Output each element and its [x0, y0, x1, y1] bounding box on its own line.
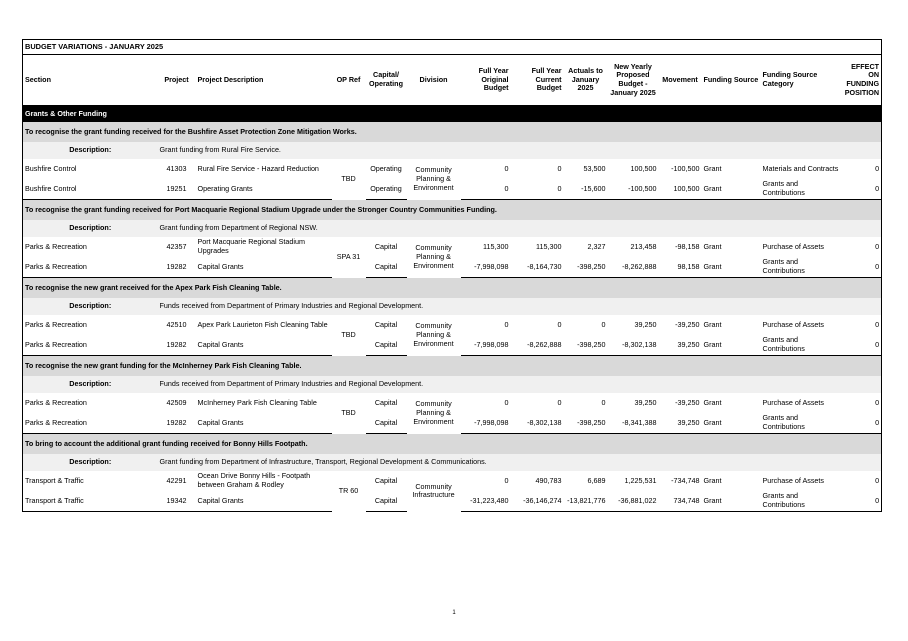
cell-project: 19282 — [158, 257, 196, 278]
cell-funding-category: Grants and Contributions — [761, 257, 842, 278]
cell-effect: 0 — [842, 335, 882, 356]
description-label: Description: — [23, 454, 158, 471]
cell-original: 0 — [504, 319, 509, 329]
cell-type: Capital — [374, 397, 398, 407]
cell-type: Capital — [366, 413, 407, 434]
cell-funding-source: Grant — [703, 397, 722, 407]
header-project: Project — [158, 55, 196, 106]
description-label: Description: — [23, 376, 158, 393]
cell-movement: -39,250 — [675, 319, 700, 329]
group-purpose: To recognise the grant funding received for the Bushfire Asset Protection Zone Mitigation Works. — [23, 122, 882, 142]
cell-proposed: 1,225,531 — [624, 475, 657, 485]
cell-op-ref: TBD — [341, 173, 356, 183]
cell-type: Capital — [374, 475, 398, 485]
cell-proposed: 39,250 — [634, 319, 657, 329]
group-description: Grant funding from Department of Infrastructure, Transport, Regional Development & Communications. — [158, 454, 882, 471]
cell-division: Community Planning & Environment — [413, 399, 454, 426]
cell-funding-category: Grants and Contributions — [761, 179, 842, 200]
cell-section: Bushfire Control — [23, 179, 158, 200]
cell-movement: 39,250 — [659, 413, 702, 434]
cell-project: 19342 — [158, 491, 196, 512]
group-purpose: To recognise the new grant received for the Apex Park Fish Cleaning Table. — [23, 278, 882, 299]
cell-division: Community Planning & Environment — [413, 243, 454, 270]
cell-effect: 0 — [842, 179, 882, 200]
group-description: Grant funding from Rural Fire Service. — [158, 142, 882, 159]
cell-original: 0 — [504, 475, 509, 485]
cell-description: Port Macquarie Regional Stadium Upgrades — [197, 237, 305, 255]
cell-op-ref: SPA 31 — [336, 251, 361, 261]
cell-division: Community Planning & Environment — [413, 165, 454, 192]
header-section: Section — [23, 55, 158, 106]
cell-section: Bushfire Control — [25, 163, 77, 173]
group-description: Funds received from Department of Primary Industries and Regional Development. — [158, 298, 882, 315]
cell-op-ref: TBD — [341, 329, 356, 339]
cell-current: 0 — [557, 319, 562, 329]
cell-section: Parks & Recreation — [23, 413, 158, 434]
cell-movement: 39,250 — [659, 335, 702, 356]
cell-funding-category: Purchase of Assets — [762, 397, 825, 407]
cell-actuals: 2,327 — [587, 241, 606, 251]
cell-op-ref: TR 60 — [338, 485, 359, 495]
cell-division: Community Planning & Environment — [413, 321, 454, 348]
cell-section: Parks & Recreation — [23, 335, 158, 356]
cell-effect: 0 — [842, 257, 882, 278]
report-title: BUDGET VARIATIONS - JANUARY 2025 — [23, 40, 882, 55]
budget-variations-table — [22, 39, 882, 512]
group-purpose: To recognise the new grant funding for the McInherney Park Fish Cleaning Table. — [23, 356, 882, 377]
header-new-yearly-budget: New Yearly Proposed Budget - January 2025 — [608, 55, 659, 106]
cell-movement: -734,748 — [671, 475, 700, 485]
cell-effect: 0 — [875, 397, 880, 407]
cell-proposed: -8,341,388 — [608, 413, 659, 434]
cell-funding-source: Grant — [702, 491, 761, 512]
group-purpose: To bring to account the additional grant funding received for Bonny Hills Footpath. — [23, 434, 882, 455]
cell-funding-source: Grant — [703, 163, 722, 173]
cell-actuals: -398,250 — [564, 335, 608, 356]
cell-description: Ocean Drive Bonny Hills - Footpath between Graham & Rodley — [197, 471, 311, 489]
cell-type: Operating — [366, 179, 407, 200]
cell-current: -8,164,730 — [511, 257, 564, 278]
cell-original: -7,998,098 — [461, 413, 511, 434]
header-funding-category: Funding Source Category — [761, 55, 842, 106]
cell-actuals: -13,821,776 — [564, 491, 608, 512]
cell-project: 19282 — [158, 413, 196, 434]
cell-funding-category: Purchase of Assets — [762, 241, 825, 251]
cell-funding-source: Grant — [702, 413, 761, 434]
cell-current: 115,300 — [536, 241, 562, 251]
cell-original: -7,998,098 — [461, 257, 511, 278]
cell-current: -8,302,138 — [511, 413, 564, 434]
cell-type: Capital — [374, 319, 398, 329]
cell-funding-source: Grant — [703, 319, 722, 329]
cell-funding-category: Materials and Contracts — [762, 163, 839, 173]
header-capital-operating: Capital/ Operating — [366, 55, 407, 106]
group-purpose: To recognise the grant funding received for Port Macquarie Regional Stadium Upgrade under the Stronger Country Communities Funding. — [23, 200, 882, 221]
cell-effect: 0 — [875, 241, 880, 251]
page-number: 1 — [452, 610, 456, 616]
cell-actuals: -15,600 — [564, 179, 608, 200]
header-division: Division — [407, 55, 461, 106]
cell-original: 0 — [504, 397, 509, 407]
cell-actuals: 6,689 — [587, 475, 606, 485]
cell-actuals: -398,250 — [564, 413, 608, 434]
cell-section: Transport & Traffic — [25, 475, 84, 485]
header-full-year-original: Full Year Original Budget — [461, 55, 511, 106]
cell-movement: 98,158 — [659, 257, 702, 278]
cell-description: Capital Grants — [196, 335, 332, 356]
cell-effect: 0 — [875, 475, 880, 485]
cell-movement: -39,250 — [675, 397, 700, 407]
cell-type: Operating — [370, 163, 402, 173]
header-funding-source: Funding Source — [702, 55, 761, 106]
cell-actuals: -398,250 — [564, 257, 608, 278]
cell-current: -8,262,888 — [511, 335, 564, 356]
cell-funding-category: Purchase of Assets — [762, 475, 825, 485]
cell-funding-category: Grants and Contributions — [761, 335, 842, 356]
cell-section: Parks & Recreation — [25, 319, 87, 329]
cell-section: Parks & Recreation — [23, 257, 158, 278]
header-actuals: Actuals to January 2025 — [564, 55, 608, 106]
cell-effect: 0 — [875, 163, 880, 173]
cell-proposed: -36,881,022 — [608, 491, 659, 512]
cell-proposed: 39,250 — [634, 397, 657, 407]
cell-section: Transport & Traffic — [23, 491, 158, 512]
table-row — [23, 471, 882, 491]
cell-proposed: 213,458 — [630, 241, 657, 251]
group-description: Grant funding from Department of Regional NSW. — [158, 220, 882, 237]
cell-type: Capital — [366, 335, 407, 356]
cell-effect: 0 — [842, 413, 882, 434]
cell-actuals: 0 — [601, 397, 606, 407]
cell-current: 490,783 — [535, 475, 562, 485]
cell-description: Capital Grants — [196, 257, 332, 278]
header-effect-on-funding: EFFECT ON FUNDING POSITION — [842, 55, 882, 106]
cell-movement: -98,158 — [675, 241, 700, 251]
cell-original: -31,223,480 — [461, 491, 511, 512]
cell-original: -7,998,098 — [461, 335, 511, 356]
header-full-year-current: Full Year Current Budget — [511, 55, 564, 106]
table-body — [23, 106, 882, 512]
cell-movement: 100,500 — [659, 179, 702, 200]
cell-current: 0 — [511, 179, 564, 200]
cell-original: 115,300 — [483, 241, 509, 251]
section-band: Grants & Other Funding — [23, 106, 882, 123]
cell-project: 19282 — [158, 335, 196, 356]
budget-variations-sheet — [22, 39, 881, 512]
cell-project: 42291 — [166, 475, 187, 485]
cell-current: 0 — [557, 397, 562, 407]
cell-proposed: -8,302,138 — [608, 335, 659, 356]
cell-movement: -100,500 — [671, 163, 700, 173]
cell-description: Operating Grants — [196, 179, 332, 200]
cell-current: 0 — [557, 163, 562, 173]
cell-funding-source: Grant — [702, 257, 761, 278]
cell-effect: 0 — [875, 319, 880, 329]
header-movement: Movement — [659, 55, 702, 106]
cell-actuals: 0 — [601, 319, 606, 329]
cell-project: 42510 — [166, 319, 187, 329]
cell-description: Capital Grants — [196, 491, 332, 512]
cell-funding-category: Grants and Contributions — [761, 413, 842, 434]
cell-description: Rural Fire Service - Hazard Reduction — [197, 163, 319, 173]
cell-movement: 734,748 — [659, 491, 702, 512]
cell-original: 0 — [461, 179, 511, 200]
cell-type: Capital — [366, 491, 407, 512]
table-row — [23, 393, 882, 413]
cell-section: Parks & Recreation — [25, 397, 87, 407]
cell-project: 42357 — [166, 241, 187, 251]
group-description: Funds received from Department of Primary Industries and Regional Development. — [158, 376, 882, 393]
cell-description: McInherney Park Fish Cleaning Table — [197, 397, 317, 407]
description-label: Description: — [23, 298, 158, 315]
cell-funding-category: Purchase of Assets — [762, 319, 825, 329]
header-project-description: Project Description — [196, 55, 332, 106]
table-row — [23, 159, 882, 179]
cell-funding-source: Grant — [702, 179, 761, 200]
table-row — [23, 315, 882, 335]
cell-current: -36,146,274 — [511, 491, 564, 512]
table-row — [23, 237, 882, 257]
header-op-ref: OP Ref — [332, 55, 366, 106]
description-label: Description: — [23, 220, 158, 237]
cell-op-ref: TBD — [341, 407, 356, 417]
cell-description: Apex Park Laurieton Fish Cleaning Table — [197, 319, 328, 329]
cell-proposed: 100,500 — [630, 163, 657, 173]
description-label: Description: — [23, 142, 158, 159]
cell-funding-source: Grant — [703, 241, 722, 251]
cell-funding-category: Grants and Contributions — [761, 491, 842, 512]
cell-type: Capital — [366, 257, 407, 278]
cell-proposed: -100,500 — [608, 179, 659, 200]
cell-project: 42509 — [166, 397, 187, 407]
cell-description: Capital Grants — [196, 413, 332, 434]
cell-proposed: -8,262,888 — [608, 257, 659, 278]
cell-project: 41303 — [166, 163, 187, 173]
cell-funding-source: Grant — [702, 335, 761, 356]
cell-division: Community Infrastructure — [412, 481, 455, 500]
cell-effect: 0 — [842, 491, 882, 512]
cell-actuals: 53,500 — [583, 163, 606, 173]
cell-type: Capital — [374, 241, 398, 251]
cell-funding-source: Grant — [703, 475, 722, 485]
cell-section: Parks & Recreation — [25, 241, 87, 251]
cell-original: 0 — [504, 163, 509, 173]
cell-project: 19251 — [158, 179, 196, 200]
